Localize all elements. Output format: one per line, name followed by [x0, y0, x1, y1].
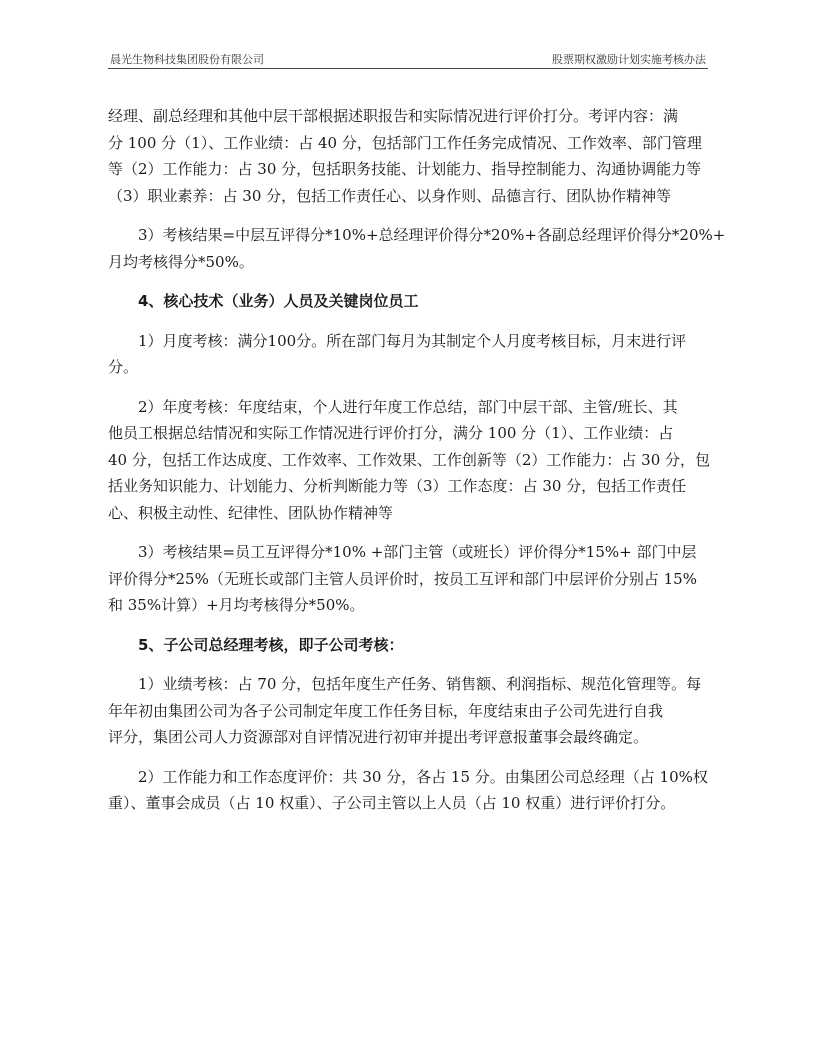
text-line: 评分，集团公司人力资源部对自评情况进行初审并提出考评意报董事会最终确定。	[108, 728, 649, 746]
text-line: 2）年度考核：年度结束，个人进行年度工作总结，部门中层干部、主管/班长、其	[138, 397, 678, 416]
section-heading: 5、子公司总经理考核，即子公司考核：	[138, 635, 404, 654]
text-line: 和 35%计算）+月均考核得分*50%。	[108, 596, 365, 614]
section-heading: 4、核心技术（业务）人员及关键岗位员工	[138, 292, 419, 310]
text-line: 评价得分*25%（无班长或部门主管人员评价时，按员工互评和部门中层评价分别占 15%	[108, 569, 697, 588]
text-line: 月均考核得分*50%。	[108, 252, 254, 271]
text-line: 经理、副总经理和其他中层干部根据述职报告和实际情况进行评价打分。考评内容：满	[108, 107, 679, 125]
company-name: 晨光生物科技集团股份有限公司	[110, 53, 264, 66]
document-title: 股票期权激励计划实施考核办法	[552, 53, 706, 66]
text-line: 年年初由集团公司为各子公司制定年度工作任务目标，年度结束由子公司先进行自我	[108, 701, 664, 720]
text-line: 分 100 分（1）、工作业绩：占 40 分，包括部门工作任务完成情况、工作效率、部门管理	[108, 133, 702, 152]
text-line: 心、积极主动性、纪律性、团队协作精神等	[108, 503, 394, 522]
text-line: 1）月度考核：满分100分。所在部门每月为其制定个人月度考核目标，月末进行评	[138, 331, 687, 350]
text-line: 40 分，包括工作达成度、工作效率、工作效果、工作创新等（2）工作能力：占 30 分，包	[108, 450, 711, 469]
text-line: 2）工作能力和工作态度评价：共 30 分，各占 15 分。由集团公司总经理（占 10%权	[138, 767, 708, 786]
text-line: 他员工根据总结情况和实际工作情况进行评价打分，满分 100 分（1）、工作业绩：占	[108, 424, 674, 442]
text-line: 括业务知识能力、计划能力、分析判断能力等（3）工作态度：占 30 分，包括工作责任	[108, 477, 687, 495]
text-line: 重）、董事会成员（占 10 权重）、子公司主管以上人员（占 10 权重）进行评价打分。	[108, 794, 676, 812]
document-body	[108, 103, 726, 817]
text-line: （3）职业素养：占 30 分，包括工作责任心、以身作则、品德言行、团队协作精神等	[108, 186, 672, 205]
text-line: 1）业绩考核：占 70 分，包括年度生产任务、销售额、利润指标、规范化管理等。每	[138, 675, 702, 693]
text-line: 等（2）工作能力：占 30 分，包括职务技能、计划能力、指导控制能力、沟通协调能力等	[108, 160, 702, 178]
page-header	[108, 50, 708, 69]
text-line: 3）考核结果=员工互评得分*10% +部门主管（或班长）评价得分*15%+ 部门中层	[138, 543, 697, 561]
text-line: 分。	[108, 358, 139, 376]
text-line: 3）考核结果=中层互评得分*10%+总经理评价得分*20%+各副总经理评价得分*20%+	[138, 226, 726, 244]
